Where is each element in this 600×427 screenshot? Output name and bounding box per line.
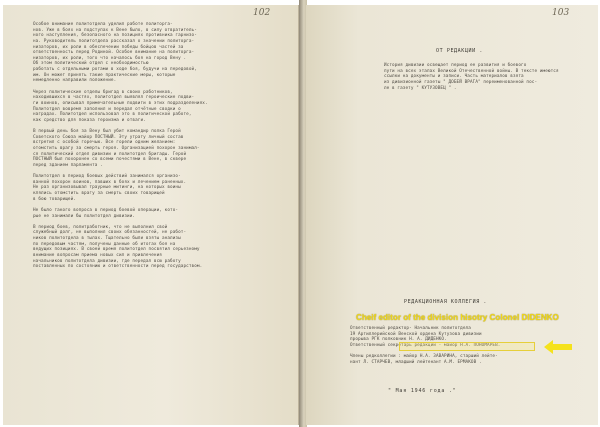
text-line: прорыва РГК полковник Н. А. ДИДЕНКО. [350,337,447,343]
text-line: начальников политотдела дивизии, где передал всю работу [33,258,181,264]
editorial-note-heading: ОТ РЕДАКЦИИ . [436,48,483,54]
text-line: Особое внимание политотдела уделил работе политорга- [33,22,173,27]
text-line: служебный долг, не выполнил своих обязанностей, не работ- [33,230,187,236]
paragraph [33,208,283,219]
text-line: работать с отдельными ротами в ходе боя, будучи на передовой, [33,67,197,73]
text-line: им. Он может принять такие практические меры, которые [33,72,176,78]
left-page-number: 102 [253,8,271,18]
text-line: наградах. Политотдел использовал это в политической работе, [33,112,192,118]
text-line: ссылки на документы и записи. Часть материалов взята [384,74,524,80]
left-page-text [33,22,283,276]
text-line: клялись отомстить врагу за смерть своих товарищей [33,191,165,197]
text-line: Политотдел вовремя заполнил и передал отчётные сводки о [33,106,181,112]
editorial-board-heading: РЕДАКЦИОННАЯ КОЛЛЕГИЯ . [404,299,488,305]
text-line: немедленно направили положение. [33,78,117,84]
text-line: перед зданием парламента . [33,162,103,168]
didenko-highlight-box [399,342,535,351]
text-line: Политотдел в период боевых действий занимался организо- [33,174,181,180]
text-line: пути на всех этапах Великой Отечественной войны. В тексте имеются [384,68,559,74]
annotation-caption: Cheif editor of the division hisotry Colonel DIDENKO [356,313,559,322]
text-line: по передовым частям, получены данные об итогах боя на [33,241,176,247]
text-line: нов. Уже в боях на подступах к Вене было, в силу отвратитель- [33,27,197,33]
text-line: ванной похорон воинов, павших в боях и лечением раненных. [33,179,187,185]
left-arrow-icon [544,340,572,354]
text-line: Не раз организовывал траурные митинги, на которых воины [33,185,181,191]
text-line: ответственность перед Родиной. Особое внимание на политорга- [33,50,195,56]
left-page [3,5,299,425]
text-line: В первый день боя за Вену был убит командир полка Герой [33,129,181,135]
text-line: Об этом политический отдел с необходимостью [33,61,149,67]
text-line: низаторов, их роли в обеспечении победы бойцов частей за [33,44,184,50]
text-line: внимание вопросам приема новых сил и привлечения [33,253,162,259]
right-page [306,5,598,425]
text-line: ПОСТНЫЙ был похоронен со всеми почестями в Вене, в сквере [33,157,187,163]
text-line: на. Руководитель политотдела рассказал о значении политорга- [33,38,195,44]
editorial-note-text [384,63,594,91]
text-line: находившихся в частях, политотдел выявлял героические подви- [33,95,195,101]
paragraph [33,22,283,84]
text-line: История дивизии освещает период ее развития и боевого [384,63,527,68]
text-line: отомстить врагу за смерть героя. Организацией похорон занимал- [33,146,200,151]
text-line: Ответственный редактор- Начальник политотдела [350,326,471,331]
text-line: ле в газету " КУТУЗОВЕЦ " . [384,85,457,91]
paragraph [33,90,283,124]
paragraph [33,129,283,168]
text-line: встретил с особой горечью. Все горели одним желанием: [33,140,176,146]
text-line: ников политотдела в тылах. Тщательно были взяты анализы [33,236,181,242]
text-line: ги воинов, описывал примечательные подвиги в этих подразделениях. [33,100,208,106]
text-line: ного наступления, безопасного на позициях противника гарнизо- [33,33,197,39]
text-line: Через политические отделы бригад в своих работников, [33,89,173,95]
right-page-number: 103 [552,8,570,18]
text-line: из дивизионной газеты " ДОБЕЙ ВРАГА" переименованной пос- [384,79,538,85]
text-line: Члены редколлегии : майор Н.А. ЗАВАРИНА, старший лейте- [350,354,498,360]
text-line: как средство для показа героизма и отваги. [33,117,146,123]
text-line: В период боев, политработник, что не выполнил свой [33,224,168,230]
paragraph [33,174,283,202]
text-line: ведущих позициях. В своей время политотдел посвятил серьезному [33,247,200,253]
date-line: " Мая 1946 года ." [388,388,457,394]
text-line: Советского Союза майор ПОСТНЫЙ. Эту утрату личный состав [33,134,184,140]
text-line: ся политический отдел дивизии и политотдел бригады. Герой [33,151,187,157]
text-line: в бою товарищей. [33,196,76,202]
text-line: поставленных по состоянию и ответственности перед государством. [33,264,203,270]
paragraph [33,225,283,270]
text-line: Не было такого вопроса в период боевой операции, кото- [33,207,179,213]
text-line: нант Л. СТАРЧЕВ, младший лейтенант А.М. ЕРМАКОВ . [350,359,482,365]
text-line: 19 Артиллерийской Венской ордена Кутузова дивизии [350,331,482,337]
text-line: Ответственный секретарь редакции - майор Н.А. ПОНОМАРЕВ. [350,342,501,348]
text-line: низаторов, их роли, того что началось боя на город Вену . [33,55,187,61]
text-line: рые не занимали бы политотдел дивизии. [33,213,136,219]
